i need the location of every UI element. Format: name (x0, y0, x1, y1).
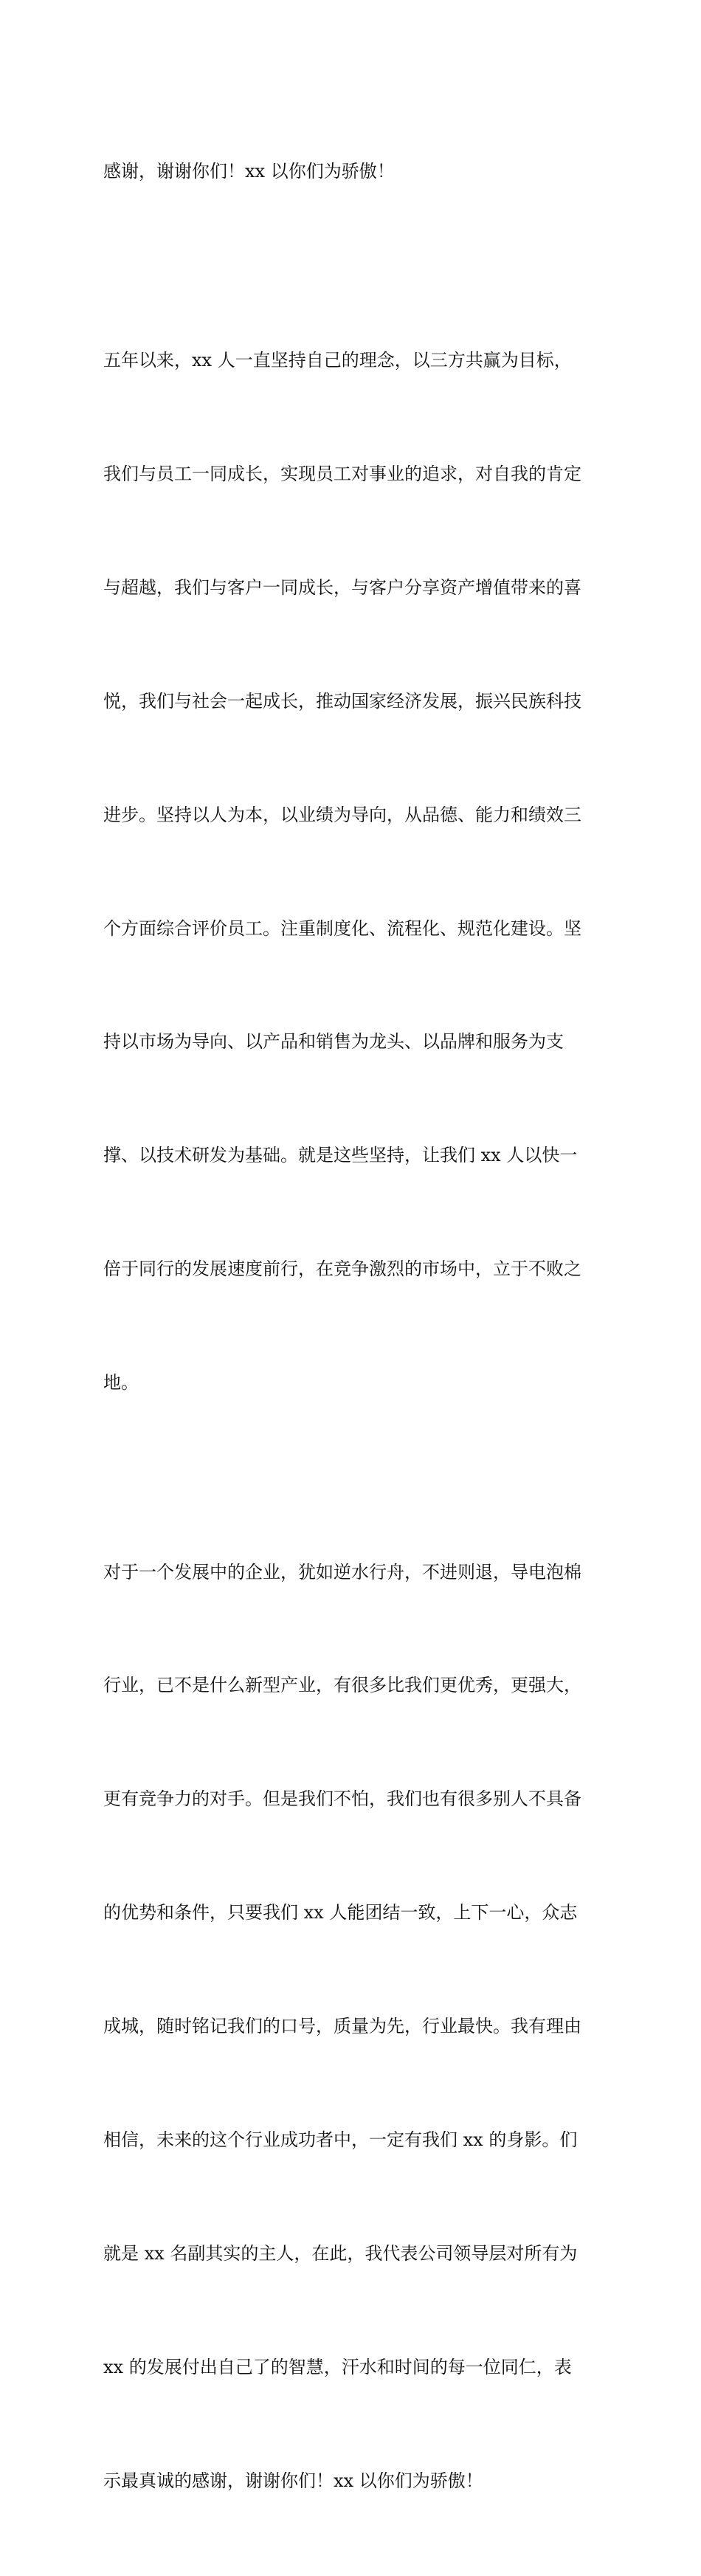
text-line: 的优势和条件，只要我们 xx 人能团结一致，上下一心，众志 (103, 1902, 578, 1924)
text-line: 五年以来，xx 人一直坚持自己的理念，以三方共赢为目标， (103, 350, 572, 371)
text-line: 撑、以技术研发为基础。就是这些坚持，让我们 xx 人以快一 (103, 1145, 578, 1166)
text-line: 个方面综合评价员工。注重制度化、流程化、规范化建设。坚 (103, 917, 581, 939)
text-line: 与超越，我们与客户一同成长，与客户分享资产增值带来的喜 (103, 576, 581, 598)
text-line: 行业，已不是什么新型产业，有很多比我们更优秀，更强大， (103, 1675, 581, 1696)
text-line: 地。 (103, 1372, 139, 1394)
text-line: 就是 xx 名副其实的主人，在此，我代表公司领导层对所有为 (103, 2242, 578, 2264)
document-body (103, 77, 612, 2576)
text-line: xx 的发展付出自己了的智慧，汗水和时间的每一位同仁，表 (103, 2356, 572, 2377)
text-line: 示最真诚的感谢，谢谢你们！xx 以你们为骄傲！ (103, 2470, 483, 2491)
paragraph-1 (103, 77, 612, 266)
text-line: 持以市场为导向、以产品和销售为龙头、以品牌和服务为支 (103, 1031, 564, 1053)
text-line: 进步。坚持以人为本，以业绩为导向，从品德、能力和绩效三 (103, 804, 581, 825)
text-line: 感谢，谢谢你们！xx 以你们为骄傲！ (103, 160, 395, 182)
text-line: 对于一个发展中的企业，犹如逆水行舟，不进则退，导电泡棉 (103, 1561, 581, 1583)
text-line: 相信，未来的这个行业成功者中，一定有我们 xx 的身影。们 (103, 2129, 578, 2151)
text-line: 我们与员工一同成长，实现员工对事业的追求，对自我的肯定 (103, 463, 581, 484)
text-line: 倍于同行的发展速度前行，在竞争激烈的市场中，立于不败之 (103, 1258, 581, 1280)
text-line: 更有竞争力的对手。但是我们不怕，我们也有很多别人不具备 (103, 1788, 581, 1810)
paragraph-2 (103, 266, 612, 1478)
text-line: 成城，随时铭记我们的口号，质量为先，行业最快。我有理由 (103, 2016, 581, 2037)
paragraph-3 (103, 1478, 612, 2576)
text-line: 悦，我们与社会一起成长，推动国家经济发展，振兴民族科技 (103, 690, 581, 712)
